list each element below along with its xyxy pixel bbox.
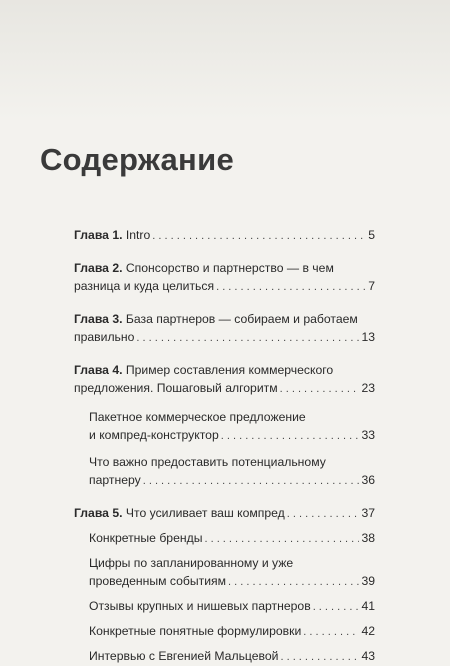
toc-entry-section[interactable] (89, 622, 375, 641)
toc-entry-section[interactable] (89, 408, 375, 445)
toc-line (74, 277, 375, 296)
entry-text: предложения. Пошаговый алгоритм (74, 381, 278, 395)
page-number: 36 (361, 473, 375, 487)
page-number: 33 (361, 428, 375, 442)
entry-text: правильно (74, 330, 135, 344)
dot-leader (280, 648, 359, 666)
dot-leader (228, 573, 359, 591)
entry-text: проведенным событиям (89, 574, 226, 588)
toc-entry-chapter-2[interactable] (74, 259, 375, 296)
toc-entry-section[interactable] (89, 453, 375, 490)
dot-leader (143, 472, 360, 490)
toc-entry-chapter-4[interactable] (74, 361, 375, 398)
toc-entry-section[interactable] (89, 554, 375, 591)
entry-text: Конкретные понятные формулировки (89, 624, 302, 638)
dot-leader (204, 530, 359, 548)
chapter-label: Глава 1. (74, 228, 123, 242)
page-number: 37 (361, 506, 375, 520)
entry-text: Спонсорство и партнерство — в чем (125, 261, 334, 275)
toc-line (89, 597, 375, 616)
entry-text: и компред-конструктор (89, 428, 219, 442)
toc-line (89, 426, 375, 445)
page-title: Содержание (40, 142, 234, 177)
entry-text: Интервью с Евгенией Мальцевой (89, 649, 279, 663)
toc-line (74, 328, 375, 347)
entry-text: Пакетное коммерческое предложение (89, 410, 306, 424)
entry-text: Что важно предоставить потенциальному (89, 455, 326, 469)
chapter-label: Глава 2. (74, 261, 123, 275)
page-number: 5 (368, 228, 375, 242)
toc-line (89, 471, 375, 490)
toc-entry-chapter-5[interactable] (74, 504, 375, 523)
page-number: 39 (361, 574, 375, 588)
page-number: 23 (361, 381, 375, 395)
entry-text: разница и куда целиться (74, 279, 215, 293)
dot-leader (280, 380, 360, 398)
entry-text: Цифры по запланированному и уже (89, 556, 294, 570)
page-number: 38 (361, 531, 375, 545)
entry-text: База партнеров — собираем и работаем (125, 312, 358, 326)
page-number: 42 (361, 624, 375, 638)
page-number: 7 (368, 279, 375, 293)
toc-line (74, 379, 375, 398)
toc-entry-section[interactable] (89, 529, 375, 548)
toc-entry-section[interactable] (89, 647, 375, 666)
toc-entry-chapter-3[interactable] (74, 310, 375, 347)
entry-text: партнеру (89, 473, 141, 487)
toc-line (89, 622, 375, 641)
chapter-label: Глава 3. (74, 312, 123, 326)
toc-line (74, 504, 375, 523)
entry-text: Intro (125, 228, 151, 242)
dot-leader (216, 278, 366, 296)
chapter-label: Глава 4. (74, 363, 123, 377)
chapter-label: Глава 5. (74, 506, 123, 520)
toc-entry-chapter-1[interactable] (74, 226, 375, 245)
dot-leader (152, 227, 366, 245)
table-of-contents (74, 226, 375, 666)
entry-text: Конкретные бренды (89, 531, 203, 545)
toc-line (89, 572, 375, 591)
entry-text: Отзывы крупных и нишевых партнеров (89, 599, 311, 613)
page-number: 13 (361, 330, 375, 344)
entry-text: Пример составления коммерческого (125, 363, 334, 377)
toc-line (89, 647, 375, 666)
bleed-through-shadow (0, 0, 450, 120)
page-number: 41 (361, 599, 375, 613)
toc-line (74, 226, 375, 245)
dot-leader (287, 505, 360, 523)
toc-line (89, 529, 375, 548)
dot-leader (313, 598, 360, 616)
dot-leader (303, 623, 359, 641)
dot-leader (221, 427, 360, 445)
toc-entry-section[interactable] (89, 597, 375, 616)
dot-leader (136, 329, 359, 347)
page-number: 43 (361, 649, 375, 663)
entry-text: Что усиливает ваш компред (125, 506, 285, 520)
